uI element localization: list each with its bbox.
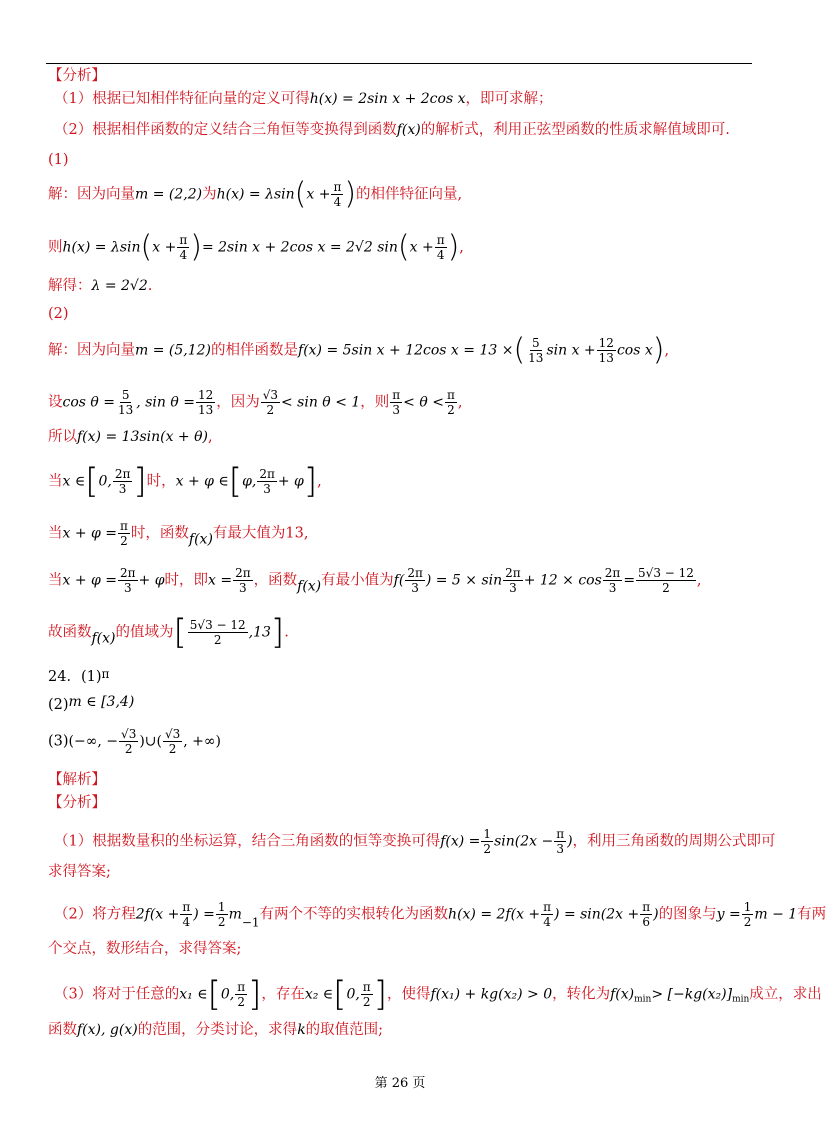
text: 解：因为向量 xyxy=(48,186,135,203)
text: 为 xyxy=(202,186,217,203)
fraction: $\frac{\pi}{3}$ xyxy=(392,388,401,417)
question-24-answer-3: (3)(−∞, − $\frac{√3}{2}$ )∪( $\frac{√3}{2}$ , +∞) xyxy=(48,727,222,756)
fraction: $\frac{2\pi}{3}$ xyxy=(407,566,423,595)
fraction: $\frac{\pi}{2}$ xyxy=(237,980,246,1009)
math: f(x) xyxy=(396,122,421,138)
analysis-2-item-3-cont: 函数f(x), g(x)的范围，分类讨论，求得k的取值范围; xyxy=(48,1022,384,1038)
analysis-2-item-2-cont: 个交点，数形结合，求得答案; xyxy=(48,941,242,957)
question-24-answer-1: 24．$(1)^\pi$ xyxy=(48,667,110,685)
when-1-line: 当x ∈[0, $\frac{2\pi}{3}$ ]时，x + φ ∈[φ, $\frac{2\pi}{3}$ + φ], xyxy=(48,461,322,502)
analysis-2-item-3: （3）将对于任意的x₁ ∈[0, $\frac{\pi}{2}$ ]，存在x₂ ∈[0, $\frac{\pi}{2}$ ]，使得f(x₁) + kg(x₂) > 0，转化为$f(x)_{min}> [-kg(x_2)]_{min}$成立，求出 xyxy=(54,974,822,1015)
math: h(x) = 2sin x + 2cos x xyxy=(309,91,466,107)
fraction: $\frac{1}{2}$ xyxy=(743,900,752,929)
page-footer: 第 26 页 xyxy=(374,1076,426,1091)
math: m = (5,12) xyxy=(135,342,212,359)
math: λ = 2√2 xyxy=(91,278,148,294)
fraction: $\frac{2\pi}{3}$ xyxy=(120,566,136,595)
fraction: $\frac{2\pi}{3}$ xyxy=(604,566,621,595)
fraction: $\frac{1}{2}$ xyxy=(217,900,226,929)
let-theta-line: 设cos θ = $\frac{5}{13}$ , sin θ = $\frac{12}{13}$ ，因为 $\frac{√3}{2}$ < sin θ < 1，则 $\frac{\pi}{3}$ < θ < $\frac{\pi}{2}$ , xyxy=(48,388,463,417)
paren: ) xyxy=(344,176,357,212)
analysis-2-item-2: （2）将方程2f(x + $\frac{\pi}{4}$ ) = $\frac{1}{2}$ $m_{-1}$有两个不等的实根转化为函数h(x) = 2f(x + $\frac{\pi}{4}$ ) = sin(2x + $\frac{\pi}{6}$ )的图象与y = $\frac{1}{2}$ m − 1有两 xyxy=(54,900,826,930)
fraction: $\frac{\pi}{2}$ xyxy=(362,980,371,1009)
fraction: $\frac{√3}{2}$ xyxy=(262,388,278,417)
math: = 2sin x + 2cos x = 2√2 sin xyxy=(201,239,398,256)
paren: ( xyxy=(294,176,307,212)
solution-1-line xyxy=(48,176,463,212)
fraction: $\frac{5√3 - 12}{2}$ xyxy=(638,566,694,595)
analysis-heading: 【分析】 xyxy=(48,68,106,84)
fraction: $\frac{\pi}{3}$ xyxy=(556,827,565,856)
fraction: $\frac{1}{2}$ xyxy=(483,827,492,856)
fraction: $\frac{2\pi}{3}$ xyxy=(259,467,275,496)
fraction: $\frac{\pi}{4}$ xyxy=(543,900,552,929)
so-line: 所以f(x) = 13sin(x + θ), xyxy=(48,429,213,445)
fraction: $\frac{12}{13}$ xyxy=(598,336,614,365)
fraction: $\frac{\pi}{4}$ xyxy=(182,900,191,929)
analysis-2-item-1: （1）根据数量积的坐标运算，结合三角函数的恒等变换可得f(x) = $\frac{1}{2}$ sin(2x − $\frac{\pi}{3}$ )，利用三角函数的周期公式即可 xyxy=(54,827,776,856)
math: h(x) = λsin xyxy=(62,239,141,256)
analysis-heading-2: 【分析】 xyxy=(48,795,106,811)
when-3-line: 当x + φ = $\frac{2\pi}{3}$ + φ时，即x = $\frac{2\pi}{3}$ ，函数f(x)有最小值为f( $\frac{2\pi}{3}$ ) = 5 × sin $\frac{2\pi}{3}$ + 12 × cos $\frac{2\pi}{3}$ = $\frac{5√3 - 12}{2}$ , xyxy=(48,566,702,595)
text: （2）根据相伴函数的定义结合三角恒等变换得到函数 xyxy=(54,122,397,138)
fraction: $\frac{5}{13}$ xyxy=(528,336,544,365)
analysis-item-2 xyxy=(54,120,730,140)
solution-2-line: 解：因为向量m = (5,12)的相伴函数是f(x) = 5sin x + 12cos x = 13 ×( $\frac{5}{13}$ sin x + $\frac{12}{13}$ cos x), xyxy=(48,332,670,368)
fraction: $\frac{2\pi}{3}$ xyxy=(505,566,521,595)
fraction: $\frac{\pi}{2}$ xyxy=(120,519,128,548)
math: m = (2,2) xyxy=(135,186,203,203)
part-2-label: (2) xyxy=(48,306,69,322)
math: h(x) = λsin xyxy=(216,186,295,203)
fraction: $\frac{5√3 - 12}{2}$ xyxy=(189,618,246,647)
fraction: $\frac{\pi}{4}$ xyxy=(436,233,445,262)
fraction: $\frac{\pi}{4}$ xyxy=(179,233,188,262)
fraction: $\frac{\pi}{2}$ xyxy=(446,388,455,417)
math: f(x) = 5sin x + 12cos x = 13 × xyxy=(298,342,514,359)
fraction: $\frac{12}{13}$ xyxy=(197,388,214,417)
math: f(x) = 13sin(x + θ) xyxy=(77,429,209,445)
part-1-label: (1) xyxy=(48,152,69,168)
question-24-answer-2: (2)m ∈ [3,4) xyxy=(48,694,135,713)
text: ，即可求解； xyxy=(465,91,553,107)
analysis-item-1 xyxy=(54,89,552,109)
fraction: $\frac{2\pi}{3}$ xyxy=(235,566,251,595)
text: 则 xyxy=(48,239,63,256)
fraction: $\frac{2\pi}{3}$ xyxy=(114,467,131,496)
text: 的相伴特征向量, xyxy=(356,186,463,203)
fraction: $\frac{\pi}{6}$ xyxy=(642,900,651,929)
when-2-line: 当x + φ = $\frac{\pi}{2}$ 时，函数f(x)有最大值为13, xyxy=(48,519,309,548)
fraction: $\frac{5}{13}$ xyxy=(118,388,134,417)
text: （1）根据已知相伴特征向量的定义可得 xyxy=(54,91,310,107)
result-1-line: 解得：λ = 2√2. xyxy=(48,278,153,294)
fraction: $\frac{\pi}{4}$ xyxy=(333,180,342,209)
explanation-heading: 【解析】 xyxy=(48,772,106,788)
analysis-2-item-1-cont: 求得答案; xyxy=(48,864,111,880)
math: x + xyxy=(306,186,331,203)
fraction: $\frac{√3}{2}$ xyxy=(121,727,137,756)
equation-1-line: 则h(x) = λsin(x + $\frac{\pi}{4}$ )= 2sin x + 2cos x = 2√2 sin(x + $\frac{\pi}{4}$ ), xyxy=(48,229,464,265)
range-line: 故函数f(x)的值域为[ $\frac{5√3 - 12}{2}$ ,13]. xyxy=(48,612,289,653)
fraction: $\frac{√3}{2}$ xyxy=(164,727,181,756)
text: 的解析式，利用正弦型函数的性质求解值域即可. xyxy=(420,122,730,138)
top-rule xyxy=(46,63,752,64)
